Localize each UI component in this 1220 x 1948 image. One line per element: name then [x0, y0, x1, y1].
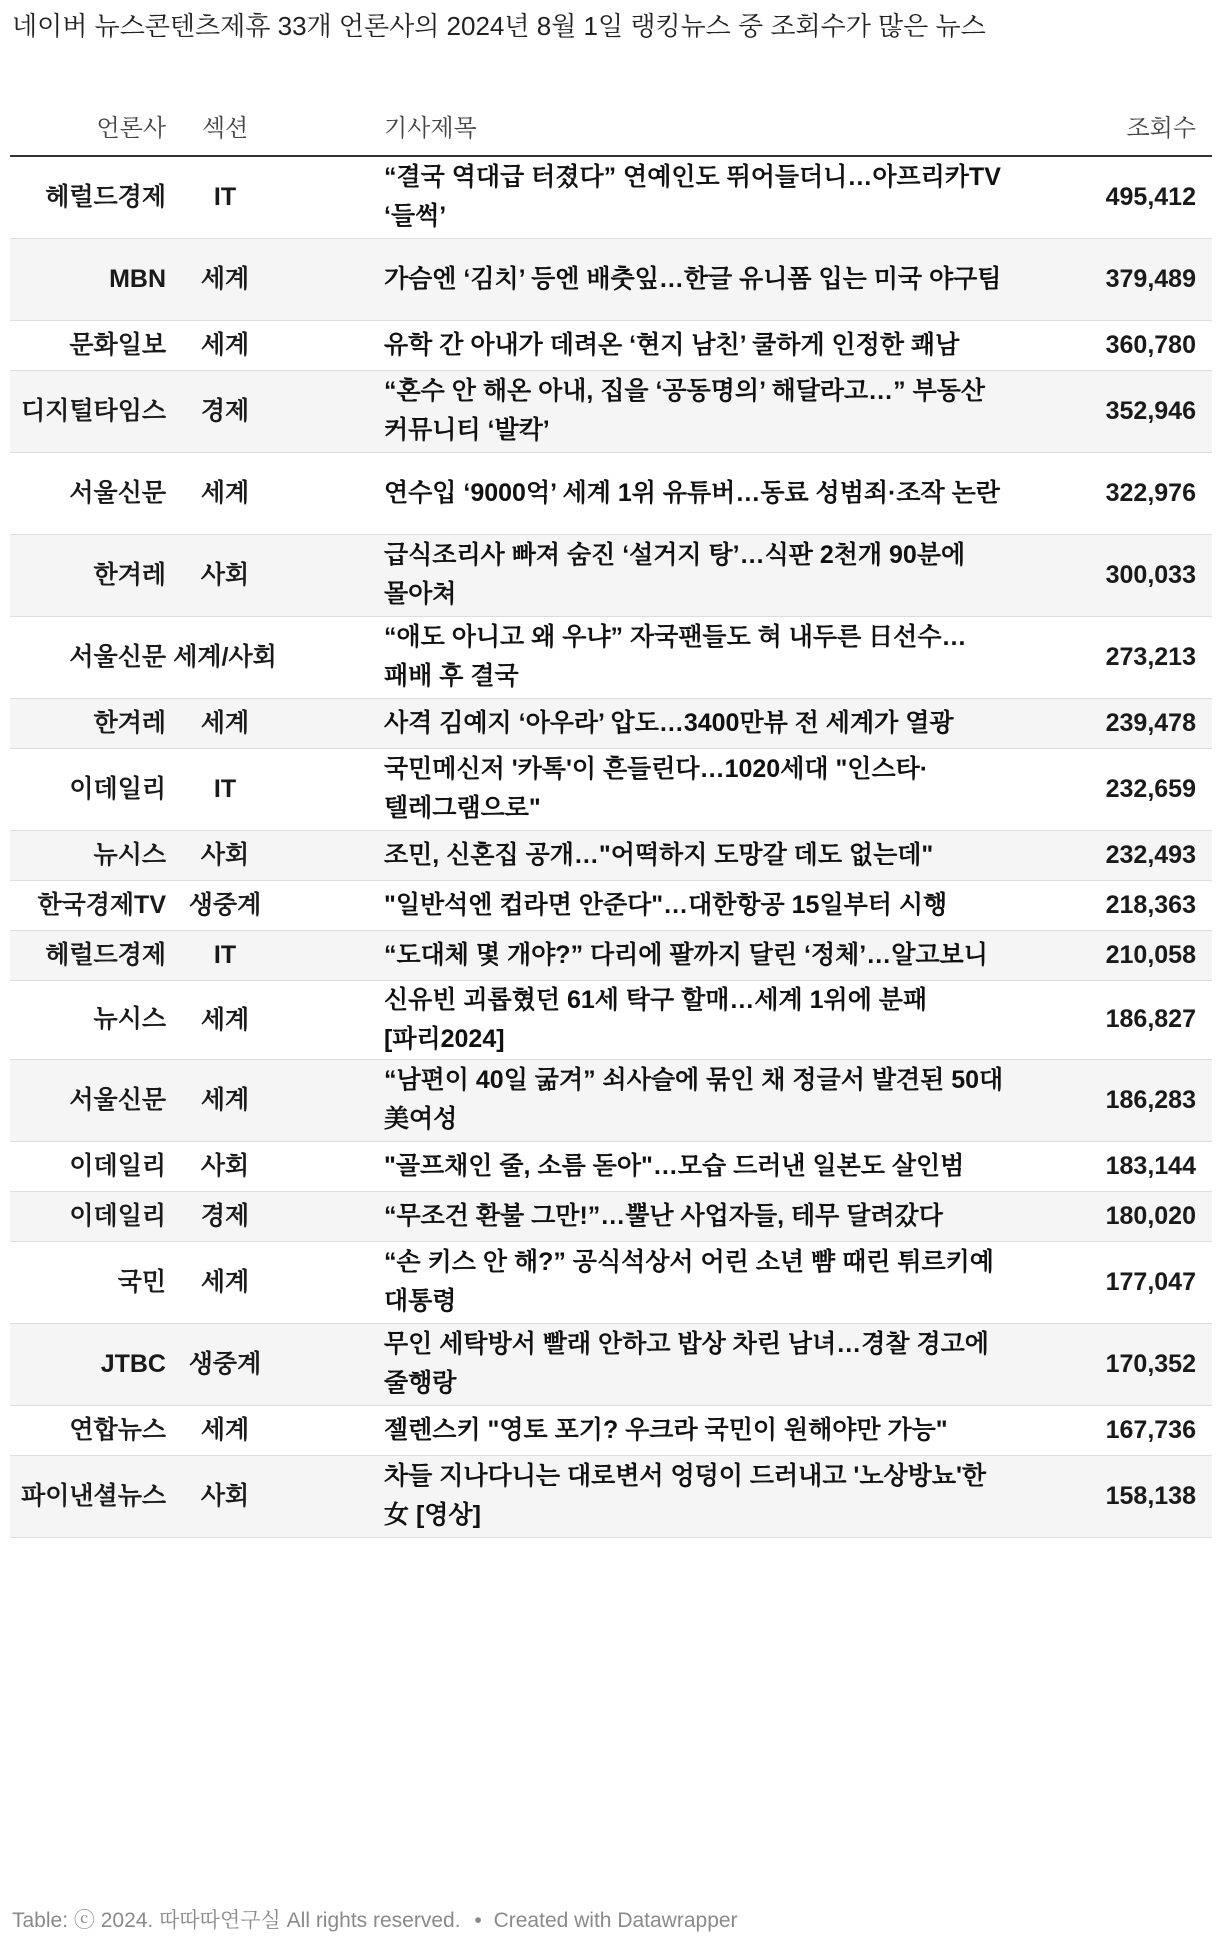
cell-spacer: [284, 880, 384, 930]
cell-press: 연합뉴스: [10, 1405, 166, 1455]
cell-section: 사회: [166, 1141, 284, 1191]
cell-headline: “무조건 환불 그만!”…뿔난 사업자들, 테무 달려갔다: [384, 1191, 1034, 1241]
table-body: [10, 156, 1212, 1537]
cell-section: 세계: [166, 238, 284, 320]
cell-spacer: [284, 370, 384, 452]
cell-views: 273,213: [1034, 616, 1212, 698]
cell-press: 파이낸셜뉴스: [10, 1455, 166, 1537]
cell-spacer: [284, 238, 384, 320]
cell-spacer: [284, 930, 384, 980]
footer-separator: •: [474, 1909, 482, 1932]
cell-views: 232,659: [1034, 748, 1212, 830]
cell-headline: 유학 간 아내가 데려온 ‘현지 남친’ 쿨하게 인정한 쾌남: [384, 320, 1034, 370]
cell-headline: 무인 세탁방서 빨래 안하고 밥상 차린 남녀…경찰 경고에 줄행랑: [384, 1323, 1034, 1405]
column-header-section[interactable]: 섹션: [166, 95, 284, 156]
header-row: [10, 95, 1212, 156]
table-row: [10, 980, 1212, 1059]
cell-views: 158,138: [1034, 1455, 1212, 1537]
cell-headline: "일반석엔 컵라면 안준다"…대한항공 15일부터 시행: [384, 880, 1034, 930]
column-header-press[interactable]: 언론사: [10, 95, 166, 156]
cell-views: 167,736: [1034, 1405, 1212, 1455]
cell-section: 사회: [166, 1455, 284, 1537]
table-row: [10, 534, 1212, 616]
cell-views: 239,478: [1034, 698, 1212, 748]
table-row: [10, 1191, 1212, 1241]
table-row: [10, 1323, 1212, 1405]
cell-headline: 신유빈 괴롭혔던 61세 탁구 할매…세계 1위에 분패[파리2024]: [384, 980, 1034, 1059]
cell-headline: 조민, 신혼집 공개…"어떡하지 도망갈 데도 없는데": [384, 830, 1034, 880]
cell-views: 322,976: [1034, 452, 1212, 534]
footer-tool-link[interactable]: Created with Datawrapper: [493, 1909, 738, 1932]
cell-section: 생중계: [166, 1323, 284, 1405]
cell-headline: 국민메신저 '카톡'이 흔들린다…1020세대 "인스타·텔레그램으로": [384, 748, 1034, 830]
cell-headline: 급식조리사 빠져 숨진 ‘설거지 탕’…식판 2천개 90분에 몰아쳐: [384, 534, 1034, 616]
cell-spacer: [284, 1141, 384, 1191]
table-row: [10, 698, 1212, 748]
cell-views: 183,144: [1034, 1141, 1212, 1191]
cell-section: IT: [166, 156, 284, 238]
cell-views: 170,352: [1034, 1323, 1212, 1405]
cell-views: 232,493: [1034, 830, 1212, 880]
cell-press: 뉴시스: [10, 980, 166, 1059]
cell-spacer: [284, 748, 384, 830]
cell-section: 세계: [166, 1241, 284, 1323]
cell-views: 210,058: [1034, 930, 1212, 980]
cell-headline: 연수입 ‘9000억’ 세계 1위 유튜버…동료 성범죄·조작 논란: [384, 452, 1034, 534]
cell-section: IT: [166, 930, 284, 980]
table-row: [10, 452, 1212, 534]
table-row: [10, 370, 1212, 452]
cell-press: 한겨레: [10, 534, 166, 616]
cell-section: 세계: [166, 1059, 284, 1141]
table-row: [10, 156, 1212, 238]
cell-section: 세계: [166, 980, 284, 1059]
cell-views: 218,363: [1034, 880, 1212, 930]
cell-spacer: [284, 980, 384, 1059]
cell-section: 세계/사회: [166, 616, 284, 698]
cell-headline: “결국 역대급 터졌다” 연예인도 뛰어들더니…아프리카TV ‘들썩’: [384, 156, 1034, 238]
cell-headline: “도대체 몇 개야?” 다리에 팔까지 달린 ‘정체’…알고보니: [384, 930, 1034, 980]
cell-press: 서울신문: [10, 452, 166, 534]
column-header-headline[interactable]: 기사제목: [384, 95, 1034, 156]
column-spacer: [284, 95, 384, 156]
cell-spacer: [284, 616, 384, 698]
cell-press: 서울신문: [10, 616, 166, 698]
cell-section: 세계: [166, 698, 284, 748]
cell-headline: “애도 아니고 왜 우냐” 자국팬들도 혀 내두른 日선수…패배 후 결국: [384, 616, 1034, 698]
cell-headline: 젤렌스키 "영토 포기? 우크라 국민이 원해야만 가능": [384, 1405, 1034, 1455]
table-row: [10, 238, 1212, 320]
cell-spacer: [284, 1323, 384, 1405]
table-row: [10, 748, 1212, 830]
cell-section: 세계: [166, 452, 284, 534]
cell-views: 495,412: [1034, 156, 1212, 238]
cell-headline: “손 키스 안 해?” 공식석상서 어린 소년 뺨 때린 튀르키예 대통령: [384, 1241, 1034, 1323]
table-row: [10, 830, 1212, 880]
cell-views: 186,283: [1034, 1059, 1212, 1141]
cell-section: 사회: [166, 534, 284, 616]
cell-headline: “남편이 40일 굶겨” 쇠사슬에 묶인 채 정글서 발견된 50대 美여성: [384, 1059, 1034, 1141]
ranking-table: [10, 95, 1212, 1538]
cell-views: 352,946: [1034, 370, 1212, 452]
table-row: [10, 1141, 1212, 1191]
cell-section: 경제: [166, 370, 284, 452]
cell-spacer: [284, 1191, 384, 1241]
cell-press: MBN: [10, 238, 166, 320]
cell-views: 360,780: [1034, 320, 1212, 370]
cell-press: 국민: [10, 1241, 166, 1323]
cell-spacer: [284, 534, 384, 616]
footer-credit: Table: ⓒ 2024. 따따따연구실 All rights reserved.: [12, 1909, 461, 1932]
cell-press: 서울신문: [10, 1059, 166, 1141]
cell-press: 헤럴드경제: [10, 930, 166, 980]
cell-press: 디지털타임스: [10, 370, 166, 452]
table-row: [10, 1455, 1212, 1537]
cell-spacer: [284, 452, 384, 534]
table-row: [10, 930, 1212, 980]
table-row: [10, 1405, 1212, 1455]
table-row: [10, 320, 1212, 370]
cell-headline: "골프채인 줄, 소름 돋아"…모습 드러낸 일본도 살인범: [384, 1141, 1034, 1191]
cell-views: 300,033: [1034, 534, 1212, 616]
cell-section: 경제: [166, 1191, 284, 1241]
cell-press: 한국경제TV: [10, 880, 166, 930]
cell-section: IT: [166, 748, 284, 830]
cell-press: 뉴시스: [10, 830, 166, 880]
cell-views: 180,020: [1034, 1191, 1212, 1241]
cell-spacer: [284, 1405, 384, 1455]
cell-spacer: [284, 1455, 384, 1537]
cell-spacer: [284, 1059, 384, 1141]
cell-press: 이데일리: [10, 748, 166, 830]
cell-press: JTBC: [10, 1323, 166, 1405]
cell-press: 한겨레: [10, 698, 166, 748]
cell-spacer: [284, 156, 384, 238]
column-header-views[interactable]: 조회수: [1034, 95, 1212, 156]
cell-headline: “혼수 안 해온 아내, 집을 ‘공동명의’ 해달라고…” 부동산 커뮤니티 ‘발칵’: [384, 370, 1034, 452]
cell-press: 이데일리: [10, 1191, 166, 1241]
cell-section: 사회: [166, 830, 284, 880]
cell-spacer: [284, 698, 384, 748]
cell-headline: 사격 김예지 ‘아우라’ 압도…3400만뷰 전 세계가 열광: [384, 698, 1034, 748]
table-row: [10, 880, 1212, 930]
cell-headline: 차들 지나다니는 대로변서 엉덩이 드러내고 '노상방뇨'한 女 [영상]: [384, 1455, 1034, 1537]
footer: [12, 1906, 738, 1936]
table-title: 네이버 뉴스콘텐츠제휴 33개 언론사의 2024년 8월 1일 랭킹뉴스 중 조회수가 많은 뉴스: [12, 11, 986, 41]
cell-views: 379,489: [1034, 238, 1212, 320]
cell-section: 세계: [166, 320, 284, 370]
cell-press: 헤럴드경제: [10, 156, 166, 238]
table-row: [10, 1059, 1212, 1141]
cell-views: 186,827: [1034, 980, 1212, 1059]
cell-spacer: [284, 830, 384, 880]
table-row: [10, 616, 1212, 698]
cell-press: 이데일리: [10, 1141, 166, 1191]
cell-section: 생중계: [166, 880, 284, 930]
cell-section: 세계: [166, 1405, 284, 1455]
table-row: [10, 1241, 1212, 1323]
cell-press: 문화일보: [10, 320, 166, 370]
cell-spacer: [284, 1241, 384, 1323]
cell-spacer: [284, 320, 384, 370]
cell-views: 177,047: [1034, 1241, 1212, 1323]
cell-headline: 가슴엔 ‘김치’ 등엔 배춧잎…한글 유니폼 입는 미국 야구팀: [384, 238, 1034, 320]
